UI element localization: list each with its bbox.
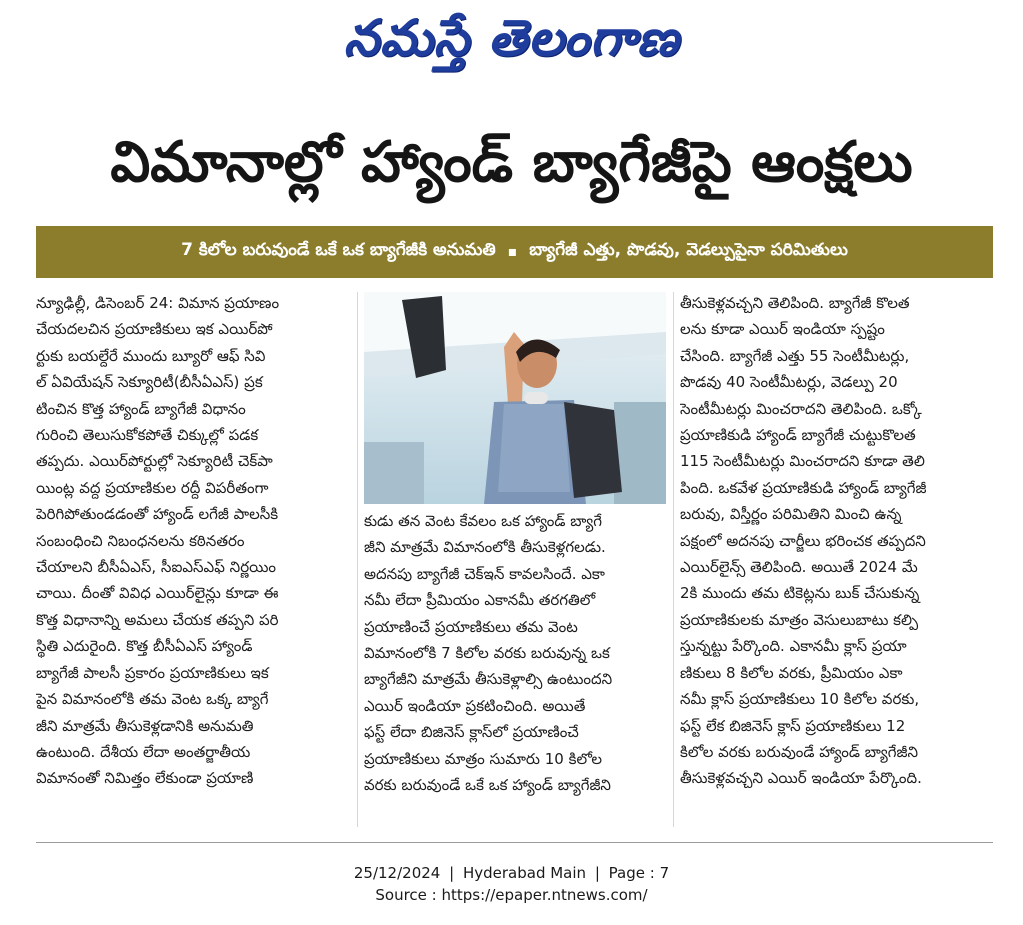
footer-separator: | bbox=[594, 864, 600, 882]
footer-edition: Hyderabad Main bbox=[462, 864, 587, 882]
text-line: తప్పదు. ఎయిర్‌పోర్టుల్లో సెక్యూరిటీ చెక్‌పా bbox=[36, 452, 273, 471]
text-line: ణికులు 8 కిలోల వరకు, ప్రీమియం ఎకా bbox=[680, 663, 903, 682]
text-line: ల్ ఏవియేషన్ సెక్యూరిటీ(బీసీఏఎస్) ప్రక bbox=[36, 373, 263, 392]
square-bullet-icon: ▪ bbox=[507, 244, 518, 260]
text-line: పైన విమానంలోకి తమ వెంట ఒక్క బ్యాగే bbox=[36, 690, 269, 709]
text-line: స్థితి ఎదురైంది. కొత్త బీసీఏఎస్ హ్యాండ్ bbox=[36, 637, 253, 656]
text-line: ప్రయాణించే ప్రయాణికులు తమ వెంట bbox=[364, 617, 578, 636]
column-text bbox=[36, 290, 352, 792]
text-line: విమానంలోకి 7 కిలోల వరకు బరువున్న ఒక bbox=[364, 644, 610, 663]
column-divider bbox=[357, 292, 358, 827]
text-line: న్యూఢిల్లీ, డిసెంబర్ 24: విమాన ప్రయాణం bbox=[36, 294, 280, 312]
article-column-1 bbox=[36, 290, 352, 828]
text-line: పక్షంలో అదనపు చార్జీలు భరించక తప్పదని bbox=[680, 531, 926, 550]
footer-date: 25/12/2024 bbox=[353, 864, 441, 882]
text-line: నమీ క్లాస్ ప్రయాణికులు 10 కిలోల వరకు, bbox=[680, 690, 920, 709]
text-line: 115 సెంటీమీటర్లు మించరాదని కూడా తెలి bbox=[680, 452, 925, 471]
text-line: 2కి ముందు తమ టికెట్లను బుక్ చేసుకున్న bbox=[680, 584, 920, 603]
text-line: నమీ లేదా ప్రీమియం ఎకానమీ తరగతిలో bbox=[364, 591, 596, 610]
text-line: ఉంటుంది. దేశీయ లేదా అంతర్జాతీయ bbox=[36, 742, 251, 761]
text-line: గురించి తెలుసుకోకపోతే చిక్కుల్లో పడక bbox=[36, 426, 259, 445]
text-line: పెరిగిపోతుండడంతో హ్యాండ్ లగేజీ పాలసీకి bbox=[36, 505, 279, 524]
subheadline-bar bbox=[36, 226, 993, 278]
text-line: పింది. ఒకవేళ ప్రయాణికుడి హ్యాండ్ బ్యాగేజీ bbox=[680, 478, 927, 497]
column-divider bbox=[673, 292, 674, 827]
footer-edition-line bbox=[0, 862, 1023, 884]
subheadline-part-2: బ్యాగేజీ ఎత్తు, పొడవు, వెడల్పుపైనా పరిమితులు bbox=[529, 240, 848, 260]
text-line: స్తున్నట్టు పేర్కొంది. ఎకానమీ క్లాస్ ప్రయా bbox=[680, 637, 907, 656]
text-line: ప్రయాణికులకు మాత్రం వెసులుబాటు కల్పి bbox=[680, 610, 919, 629]
column-text bbox=[680, 290, 993, 792]
text-line: పొడవు 40 సెంటీమీటర్లు, వెడల్పు 20 bbox=[680, 373, 898, 392]
text-line: కిలోల వరకు బరువుండే హ్యాండ్ బ్యాగేజీని bbox=[680, 742, 918, 761]
footer bbox=[0, 862, 1023, 906]
text-line: ప్రయాణికుడి హ్యాండ్ బ్యాగేజీ చుట్టుకొలత bbox=[680, 426, 916, 445]
text-line: ఎయిర్‌లైన్స్ తెలిపింది. అయితే 2024 మే bbox=[680, 558, 918, 577]
article-headline: విమానాల్లో హ్యాండ్ బ్యాగేజీపై ఆంక్షలు bbox=[110, 130, 913, 195]
column-text bbox=[364, 508, 666, 798]
text-line: అదనపు బ్యాగేజీ చెక్‌ఇన్ కావలసిందే. ఎకా bbox=[364, 564, 605, 583]
text-line: లను కూడా ఎయిర్ ఇండియా స్పష్టం bbox=[680, 320, 885, 339]
text-line: కుడు తన వెంట కేవలం ఒక హ్యాండ్ బ్యాగే bbox=[364, 512, 602, 530]
masthead-logo: నమస్తే తెలంగాణ bbox=[343, 9, 680, 67]
text-line: ప్రయాణికులు మాత్రం సుమారు 10 కిలోల bbox=[364, 749, 602, 768]
footer-page: Page : 7 bbox=[608, 864, 670, 882]
text-line: ఫస్ట్ లేక బిజినెస్ క్లాస్ ప్రయాణికులు 12 bbox=[680, 716, 906, 735]
article-photo bbox=[364, 292, 666, 504]
article-column-2 bbox=[364, 508, 666, 828]
footer-separator: | bbox=[449, 864, 455, 882]
text-line: విమానంతో నిమిత్తం లేకుండా ప్రయాణి bbox=[36, 769, 254, 788]
footer-source-link[interactable]: Source : https://epaper.ntnews.com/ bbox=[375, 886, 648, 904]
footer-rule bbox=[36, 842, 993, 843]
text-line: ఫస్ట్ లేదా బిజినెస్ క్లాస్‌లో ప్రయాణించే bbox=[364, 723, 579, 742]
text-line: బ్యాగేజీని మాత్రమే తీసుకెళ్లాల్సి ఉంటుందని bbox=[364, 670, 613, 689]
text-line: చేయాలని బీసీఏఎస్, సీఐఎస్‌ఎఫ్ నిర్ణయిం bbox=[36, 558, 276, 577]
text-line: చాయి. దీంతో వివిధ ఎయిర్‌లైన్లు కూడా ఈ bbox=[36, 584, 279, 603]
text-line: వరకు బరువుండే ఒకే ఒక హ్యాండ్ బ్యాగేజీని bbox=[364, 776, 611, 795]
article-column-3 bbox=[680, 290, 993, 828]
text-line: సెంటీమీటర్లు మించరాదని తెలిపింది. ఒక్కో bbox=[680, 399, 922, 418]
text-line: జీని మాత్రమే తీసుకెళ్లడానికి అనుమతి bbox=[36, 716, 254, 735]
text-line: సంబంధించి నిబంధనలను కఠినతరం bbox=[36, 531, 245, 550]
text-line: ఎయిర్ ఇండియా ప్రకటించింది. అయితే bbox=[364, 696, 586, 715]
subheadline-part-1: 7 కిలోల బరువుండే ఒకే ఒక బ్యాగేజీకి అనుమతి bbox=[181, 240, 496, 260]
traveler-photo-illustration bbox=[364, 292, 666, 504]
text-line: టించిన కొత్త హ్యాండ్ బ్యాగేజీ విధానం bbox=[36, 399, 246, 418]
text-line: తీసుకెళ్లవచ్చని ఎయిర్ ఇండియా పేర్కొంది. bbox=[680, 769, 922, 788]
text-line: బ్యాగేజీ పాలసీ ప్రకారం ప్రయాణికులు ఇక bbox=[36, 663, 269, 682]
text-line: కొత్త విధానాన్ని అమలు చేయక తప్పని పరి bbox=[36, 610, 279, 629]
text-line: బరువు, విస్తీర్ణం పరిమితిని మించి ఉన్న bbox=[680, 505, 902, 524]
text-line: చేసింది. బ్యాగేజీ ఎత్తు 55 సెంటీమీటర్లు, bbox=[680, 346, 910, 365]
text-line: తీసుకెళ్లవచ్చని తెలిపింది. బ్యాగేజీ కొలత bbox=[680, 294, 910, 312]
text-line: చేయదలచిన ప్రయాణికులు ఇక ఎయిర్‌పో bbox=[36, 320, 273, 339]
text-line: జీని మాత్రమే విమానంలోకి తీసుకెళ్లగలడు. bbox=[364, 538, 606, 557]
text-line: ర్టుకు బయల్దేరే ముందు బ్యూరో ఆఫ్ సివి bbox=[36, 346, 266, 365]
text-line: యింట్ల వద్ద ప్రయాణికుల రద్దీ విపరీతంగా bbox=[36, 478, 269, 497]
